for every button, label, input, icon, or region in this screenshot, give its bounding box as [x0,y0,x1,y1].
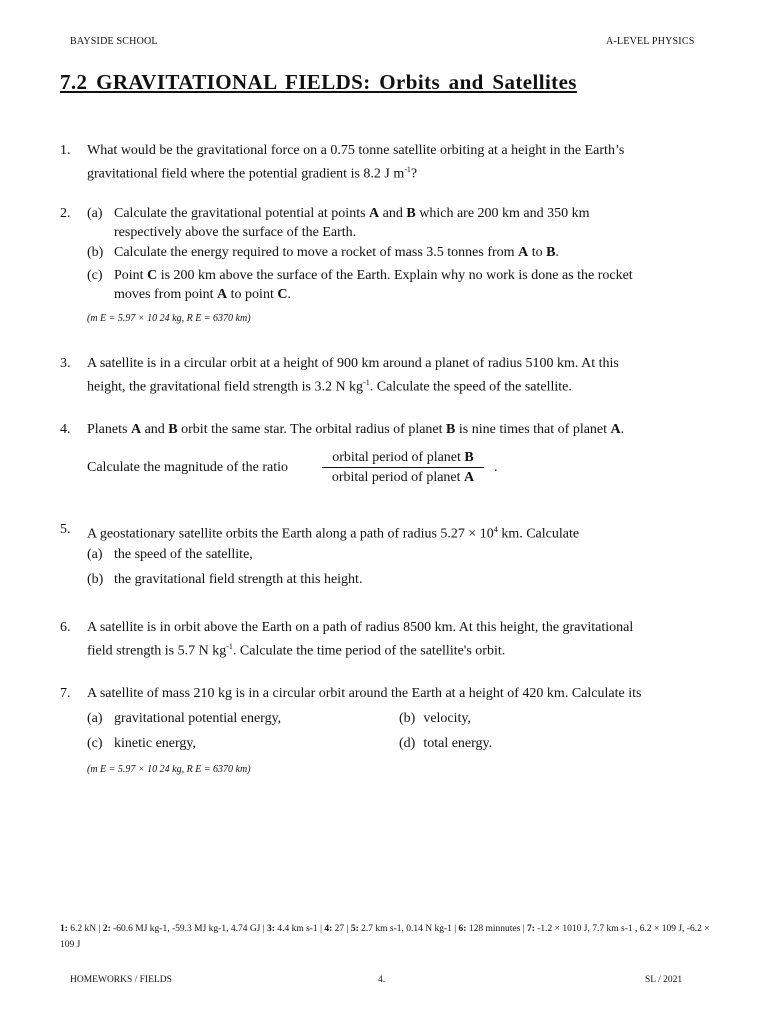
question-number: 3. [60,356,71,371]
question-number: 5. [60,522,71,537]
constants-note: (m E = 5.97 × 10 24 kg, R E = 6370 km) [87,764,251,775]
question-number: 6. [60,620,71,635]
subpart-b: (b) velocity, [399,711,472,726]
answer-key: 1: 6.2 kN | 2: -60.6 MJ kg-1, -59.3 MJ kg-1, 4.74 GJ | 3: 4.4 km s-1 | 4: 27 | 5: 2.7 km s-1, 0.14 N kg-1 | 6: 128 minnutes | 7: -1.2 × 1010 J, 7.7 km s-1 , 6.2 × 109 J, -6.2 × 109 J [60,924,710,950]
school-name: BAYSIDE SCHOOL [70,36,158,47]
footer-right: SL / 2021 [645,975,683,985]
ratio-label: Calculate the magnitude of the ratio [87,460,288,475]
fraction-numerator: orbital period of planet B [332,450,474,465]
page-number: 4. [378,975,386,985]
question-text: gravitational field where the potential gradient is 8.2 J $m^{-1}$? [87,165,418,182]
question-text: Planets A and B orbit the same star. The orbital radius of planet B is nine times that of planet A. [87,422,625,437]
constants-note: (m E = 5.97 × 10 24 kg, R E = 6370 km) [87,313,251,324]
question-text: A geostationary satellite orbits the Earth along a path of radius $5.27 \times 10^4$ km. Calculate [87,525,580,542]
question-number: 4. [60,422,71,437]
question-text: A satellite of mass 210 kg is in a circular orbit around the Earth at a height of 420 km. Calculate its [87,686,642,701]
ratio-fraction [320,448,486,487]
footer-left: HOMEWORKS / FIELDS [70,975,172,985]
question-text: A satellite is in orbit above the Earth on a path of radius 8500 km. At this height, the gravitational [87,620,634,635]
page-title: 7.2 GRAVITATIONAL FIELDS: Orbits and Satellites [60,70,577,94]
course-name: A-LEVEL PHYSICS [606,36,695,47]
question-text: A satellite is in a circular orbit at a height of 900 km around a planet of radius 5100 km. At this [87,356,619,371]
question-text: height, the gravitational field strength is 3.2 N $kg^{-1}$. Calculate the speed of the satellite. [87,378,572,395]
question-number: 2. [60,206,71,221]
subpart-d: (d) total energy. [399,736,493,751]
fraction-denominator: orbital period of planet A [331,470,475,485]
question-number: 7. [60,686,71,701]
question-text: What would be the gravitational force on a 0.75 tonne satellite orbiting at a height in the Earth’s [87,143,625,158]
question-number: 1. [60,143,71,158]
question-text: field strength is 5.7 N $kg^{-1}$. Calculate the time period of the satellite's orbit. [87,642,506,659]
